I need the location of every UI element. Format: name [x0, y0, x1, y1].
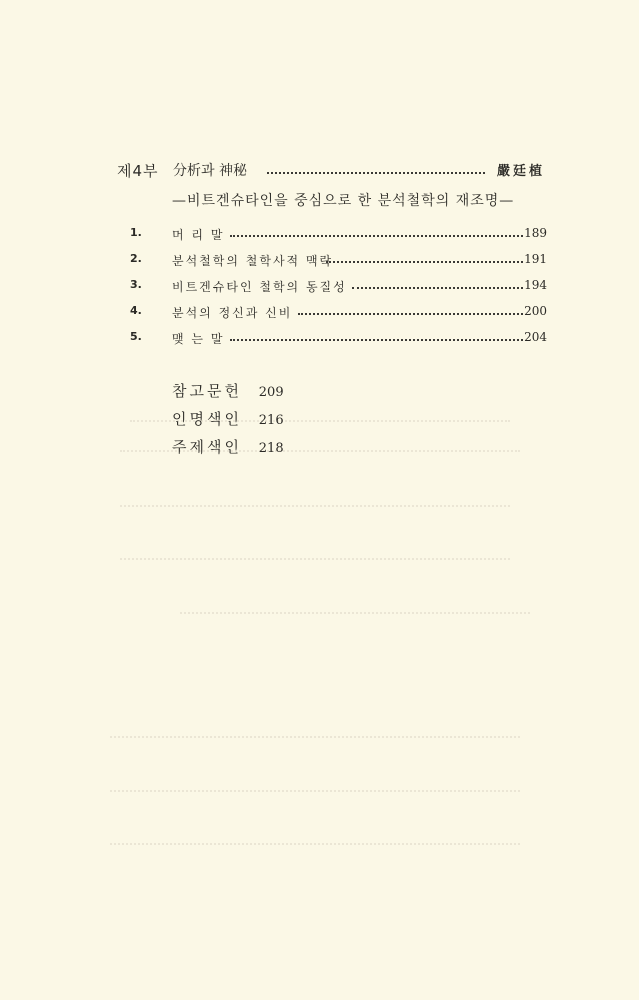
- toc-number: 2.: [130, 252, 142, 265]
- dot-leader: [326, 261, 523, 263]
- toc-entry[interactable]: [130, 278, 547, 304]
- toc-page: 191: [524, 252, 547, 266]
- toc-page: 204: [524, 330, 547, 344]
- part-subtitle: —비트겐슈타인을 중심으로 한 분석철학의 재조명—: [172, 193, 515, 209]
- toc-list: [130, 226, 547, 356]
- toc-title: 맺 는 말: [172, 332, 225, 346]
- show-through-line: [120, 505, 510, 507]
- dot-leader: [230, 235, 523, 237]
- show-through-line: [180, 612, 530, 614]
- toc-page: 189: [524, 226, 547, 240]
- dot-leader: [267, 172, 485, 174]
- show-through-line: [110, 843, 520, 845]
- toc-entry[interactable]: [130, 226, 547, 252]
- back-matter-page: 209: [258, 385, 284, 400]
- part-title: 分析과 神秘: [173, 163, 247, 179]
- dot-leader: [230, 339, 523, 341]
- back-matter-entry[interactable]: [172, 436, 284, 464]
- back-matter-title: 인명색인: [172, 410, 242, 428]
- show-through-line: [110, 790, 520, 792]
- toc-number: 1.: [130, 226, 142, 239]
- back-matter-list: [172, 380, 284, 464]
- dot-leader: [352, 287, 523, 289]
- back-matter-entry[interactable]: [172, 408, 284, 436]
- toc-title: 비트겐슈타인 철학의 동질성: [172, 280, 347, 294]
- show-through-line: [110, 736, 520, 738]
- show-through-line: [120, 558, 510, 560]
- toc-page: 200: [524, 304, 547, 318]
- toc-title: 머 리 말: [172, 228, 225, 242]
- toc-title: 분석의 정신과 신비: [172, 306, 293, 320]
- toc-number: 5.: [130, 330, 142, 343]
- dot-leader: [298, 313, 523, 315]
- part-heading: [117, 160, 545, 184]
- back-matter-title: 참고문헌: [172, 382, 242, 400]
- toc-number: 3.: [130, 278, 142, 291]
- toc-number: 4.: [130, 304, 142, 317]
- toc-title: 분석철학의 철학사적 맥락: [172, 254, 334, 268]
- toc-entry[interactable]: [130, 252, 547, 278]
- back-matter-entry[interactable]: [172, 380, 284, 408]
- toc-entry[interactable]: [130, 304, 547, 330]
- back-matter-page: 218: [258, 441, 284, 456]
- toc-page: 194: [524, 278, 547, 292]
- toc-entry[interactable]: [130, 330, 547, 356]
- part-number: 제4부: [117, 162, 159, 180]
- back-matter-page: 216: [258, 413, 284, 428]
- part-author: 嚴廷植: [496, 164, 545, 179]
- back-matter-title: 주제색인: [172, 438, 242, 456]
